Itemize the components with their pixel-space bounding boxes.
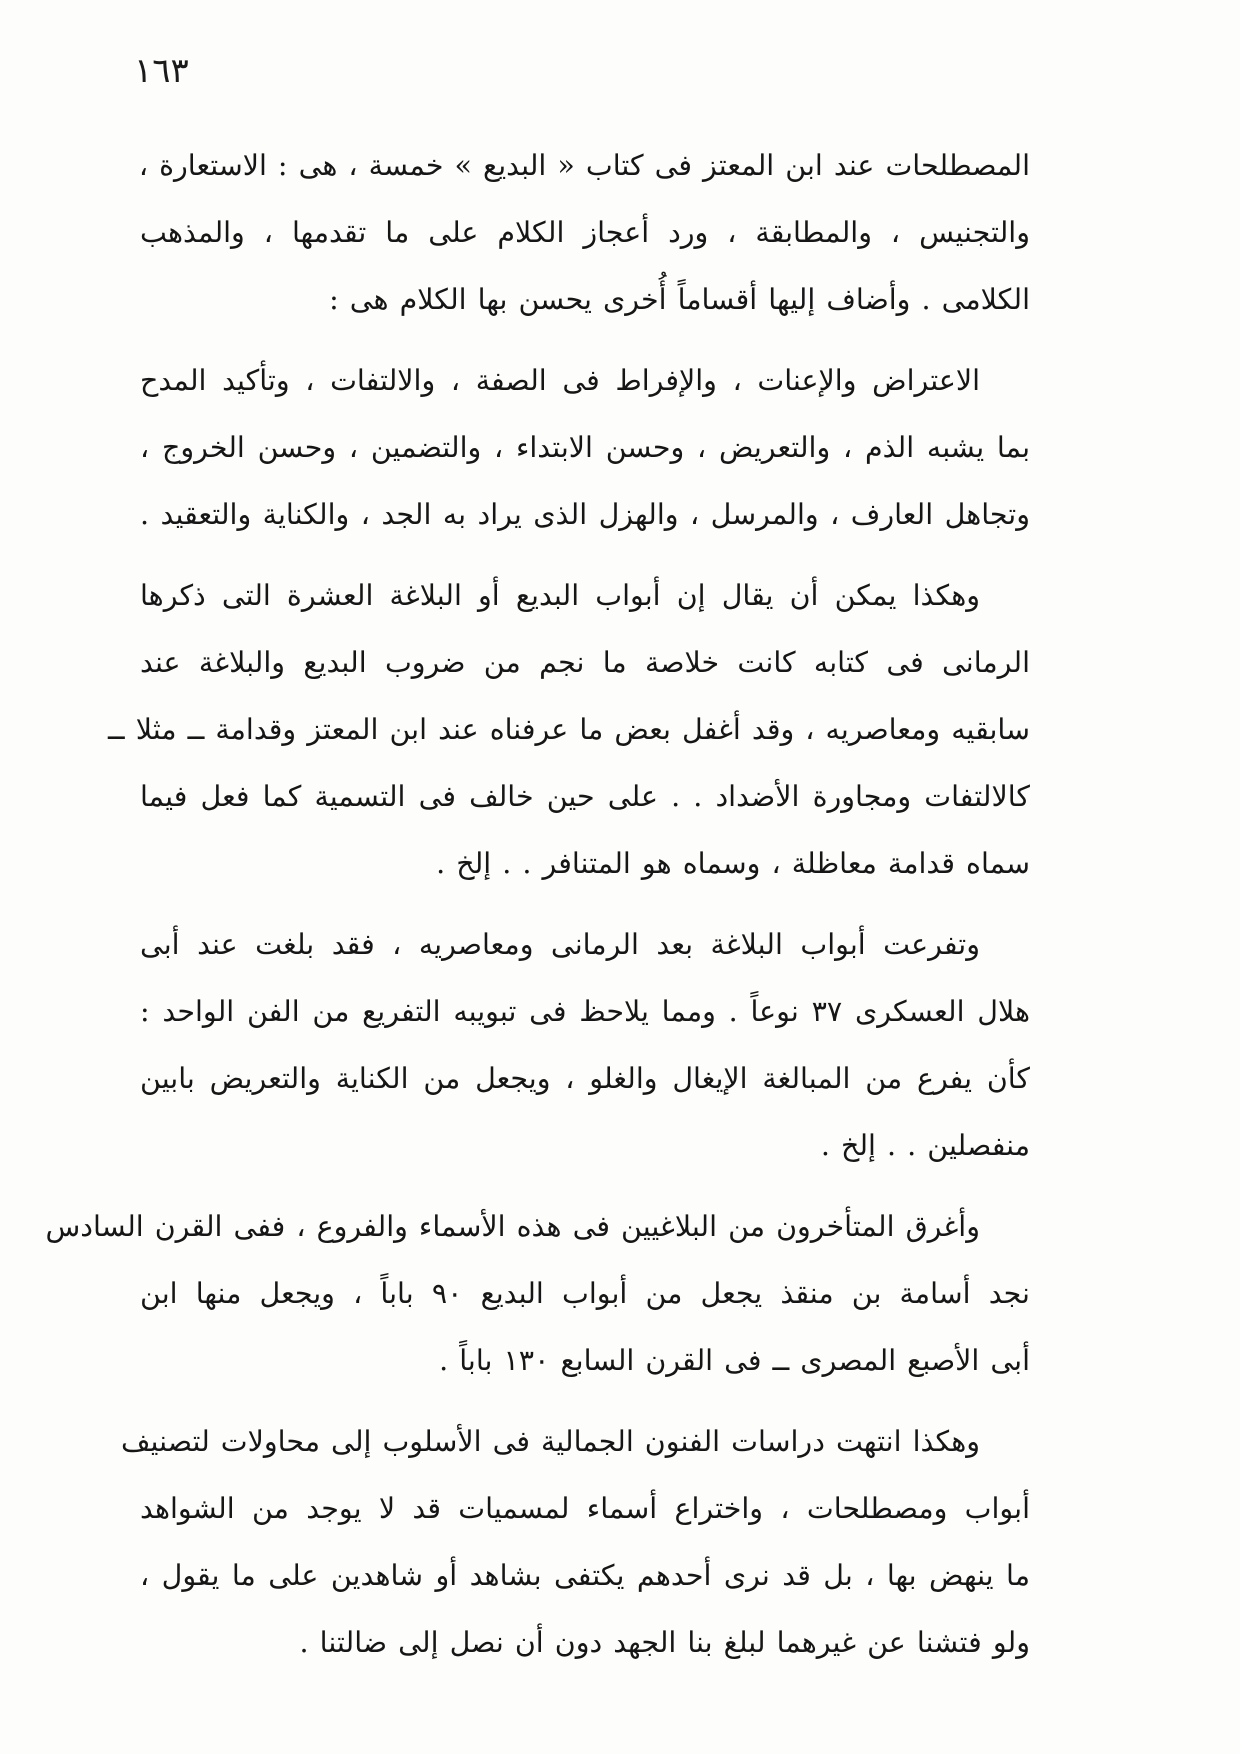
text-line: منفصلين . . إلخ . (820, 1129, 1030, 1162)
text-line: كأن يفرع من المبالغة الإيغال والغلو ، ويجعل من الكناية والتعريض بابين (140, 1062, 1030, 1095)
text-line: وأغرق المتأخرون من البلاغيين فى هذه الأسماء والفروع ، ففى القرن السادس (45, 1210, 980, 1243)
text-line: وهكذا انتهت دراسات الفنون الجمالية فى الأسلوب إلى محاولات لتصنيف (121, 1425, 980, 1458)
paragraph-2 (140, 347, 1030, 548)
text-line: المصطلحات عند ابن المعتز فى كتاب « البديع » خمسة ، هى : الاستعارة ، (138, 149, 1030, 182)
text-line: الكلامى . وأضاف إليها أقساماً أُخرى يحسن بها الكلام هى : (329, 283, 1030, 316)
text-line: ما ينهض بها ، بل قد نرى أحدهم يكتفى بشاهد أو شاهدين على ما يقول ، (140, 1559, 1030, 1592)
paragraph-4 (140, 911, 1030, 1179)
text-line: وهكذا يمكن أن يقال إن أبواب البديع أو البلاغة العشرة التى ذكرها (140, 579, 980, 612)
text-line: الرمانى فى كتابه كانت خلاصة ما نجم من ضروب البديع والبلاغة عند (140, 646, 1030, 679)
text-line: سابقيه ومعاصريه ، وقد أغفل بعض ما عرفناه عند ابن المعتز وقدامة ــ مثلا ــ (107, 713, 1030, 746)
text-line: سماه قدامة معاظلة ، وسماه هو المتنافر . . إلخ . (436, 847, 1030, 880)
paragraph-1 (140, 132, 1030, 333)
text-line: وتفرعت أبواب البلاغة بعد الرمانى ومعاصريه ، فقد بلغت عند أبى (140, 928, 980, 961)
text-line: ولو فتشنا عن غيرهما لبلغ بنا الجهد دون أن نصل إلى ضالتنا . (299, 1626, 1030, 1659)
text-line: وتجاهل العارف ، والمرسل ، والهزل الذى يراد به الجد ، والكناية والتعقيد . (140, 498, 1030, 531)
text-line: هلال العسكرى ٣٧ نوعاً . ومما يلاحظ فى تبويبه التفريع من الفن الواحد : (140, 995, 1030, 1028)
text-line: نجد أسامة بن منقذ يجعل من أبواب البديع ٩٠ باباً ، ويجعل منها ابن (140, 1277, 1030, 1310)
paragraph-6 (121, 1408, 1030, 1676)
text-line: الاعتراض والإعنات ، والإفراط فى الصفة ، والالتفات ، وتأكيد المدح (140, 364, 980, 397)
body-text (45, 132, 1030, 1676)
text-line: كالالتفات ومجاورة الأضداد . . على حين خالف فى التسمية كما فعل فيما (140, 780, 1030, 813)
page-number: ١٦٣ (134, 51, 189, 91)
paragraph-5 (45, 1193, 1030, 1394)
paragraph-3 (107, 562, 1030, 897)
text-line: أبواب ومصطلحات ، واختراع أسماء لمسميات قد لا يوجد من الشواهد (140, 1492, 1030, 1525)
text-line: بما يشبه الذم ، والتعريض ، وحسن الابتداء ، والتضمين ، وحسن الخروج ، (140, 431, 1030, 464)
text-line: والتجنيس ، والمطابقة ، ورد أعجاز الكلام على ما تقدمها ، والمذهب (140, 216, 1030, 249)
text-line: أبى الأصبع المصرى ــ فى القرن السابع ١٣٠ باباً . (439, 1344, 1030, 1377)
